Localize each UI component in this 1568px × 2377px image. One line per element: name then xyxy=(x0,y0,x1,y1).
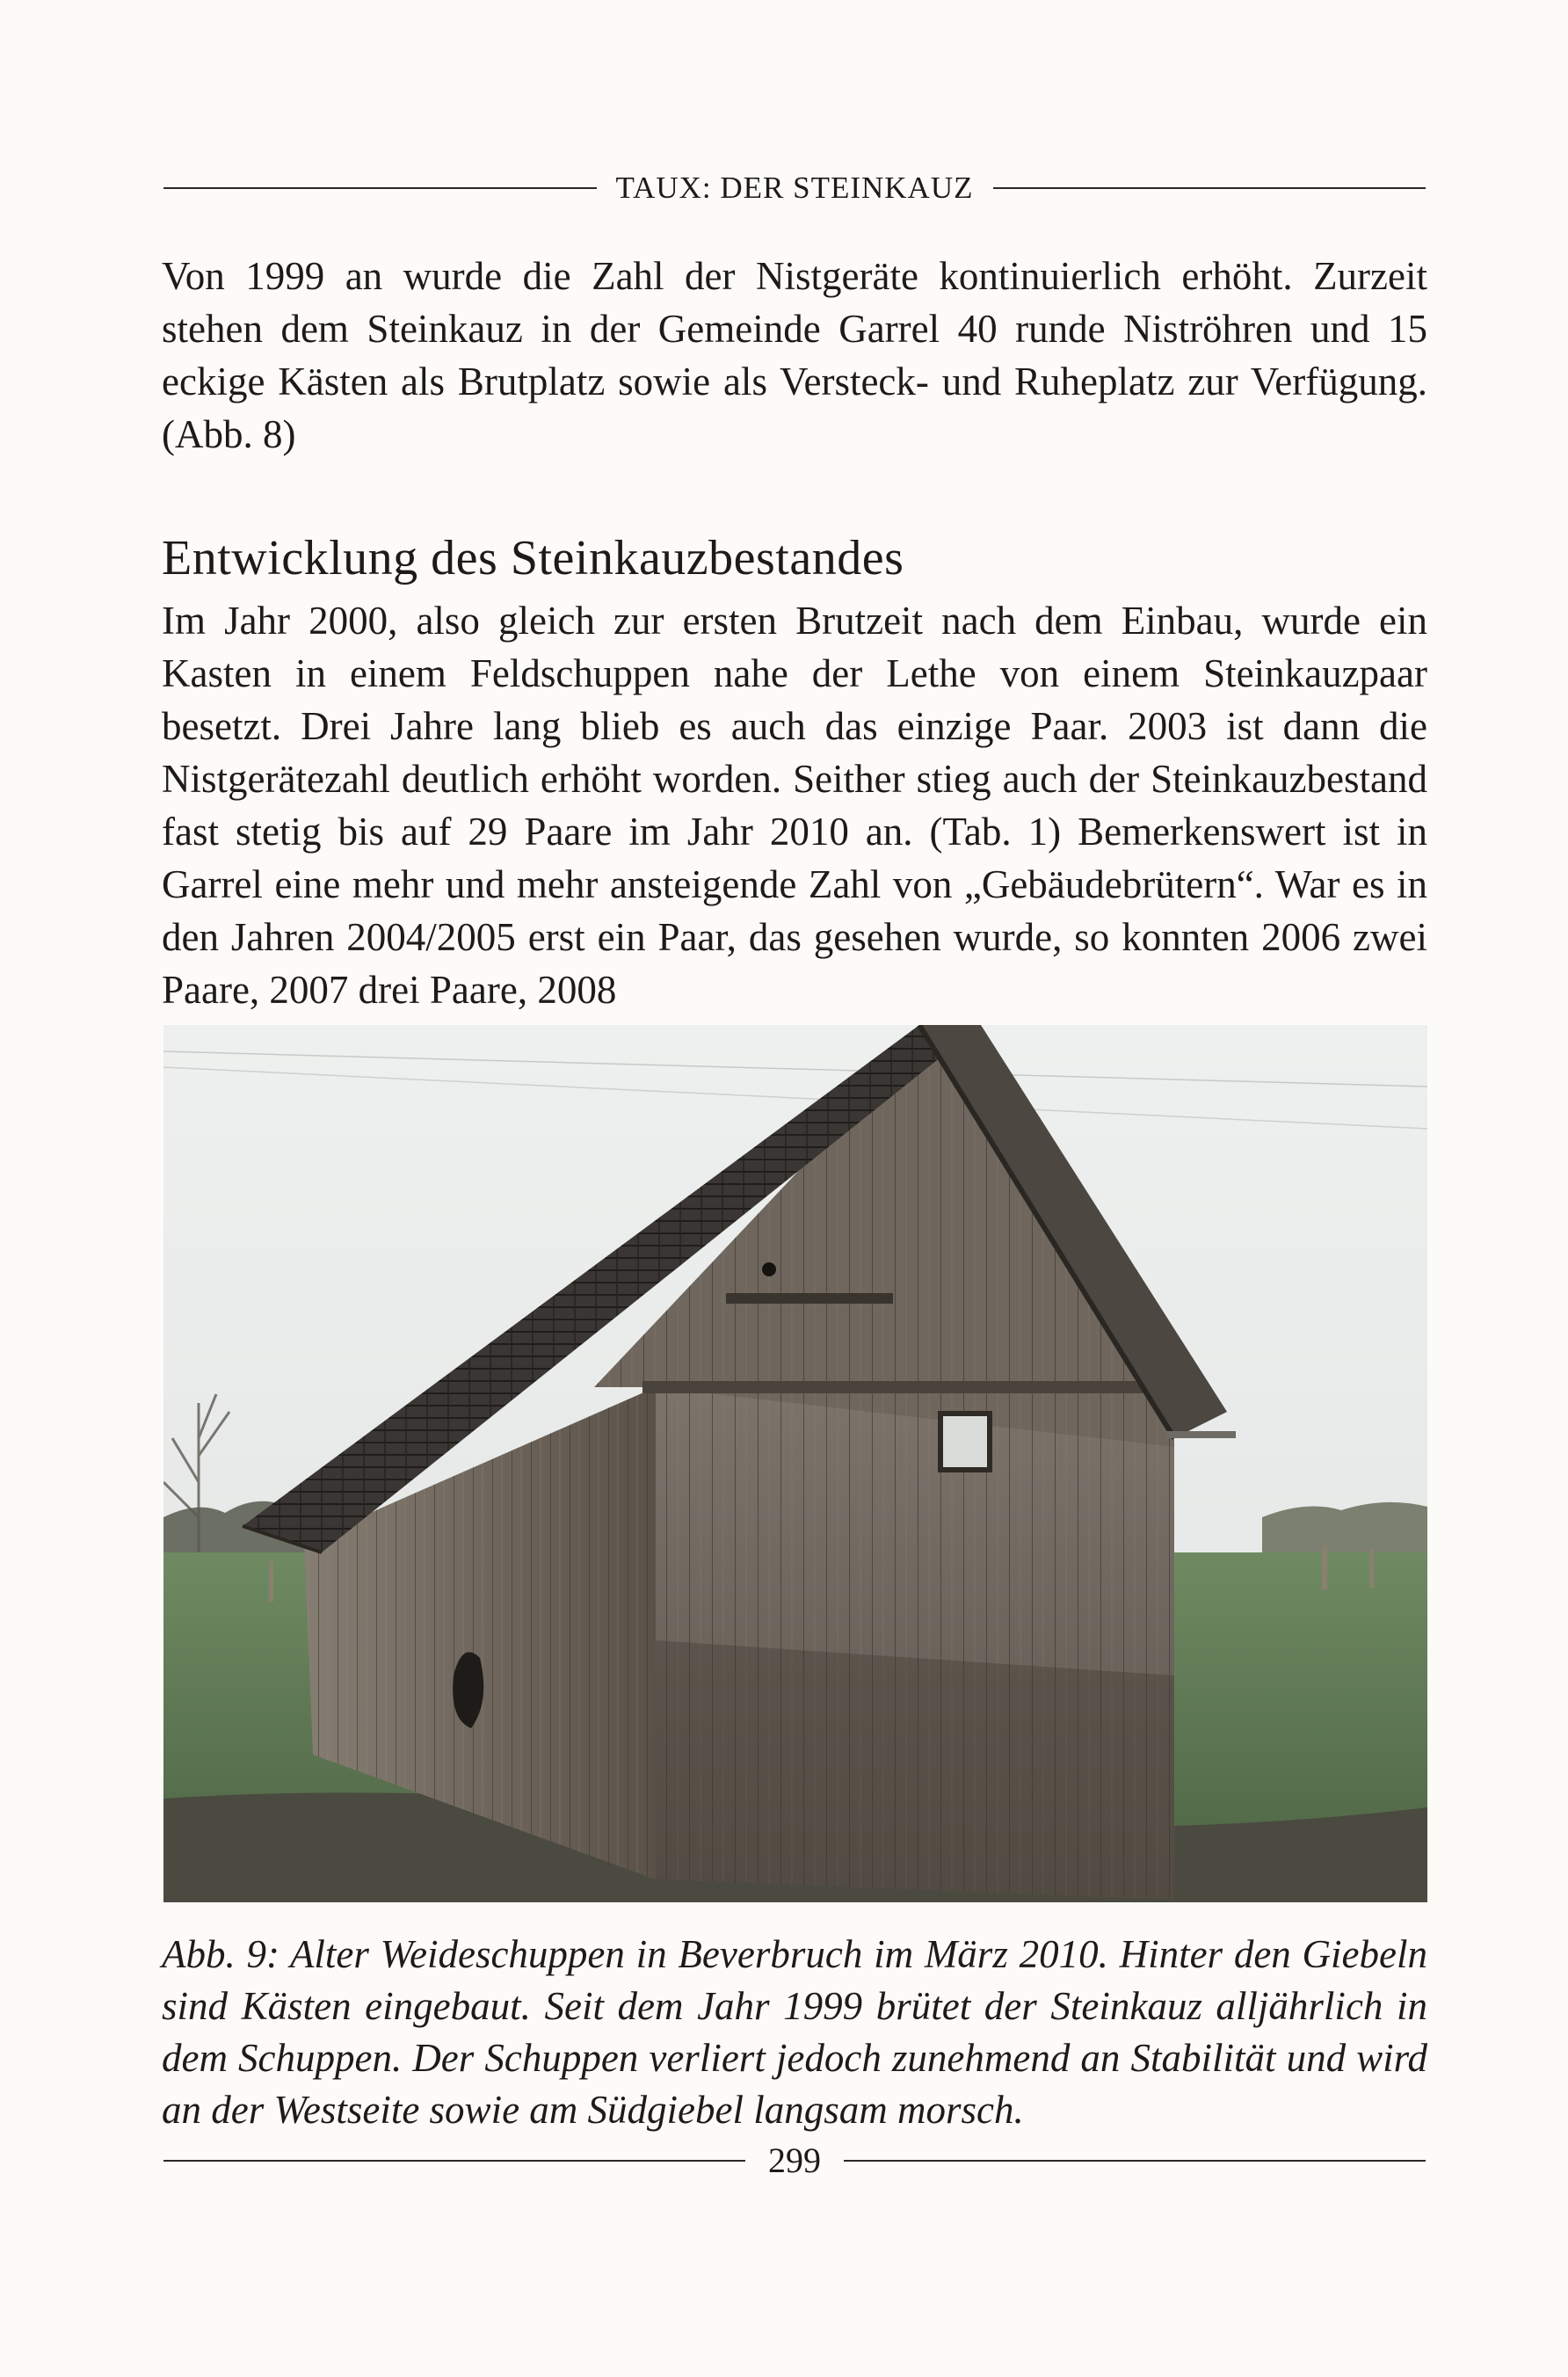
barn-photo xyxy=(163,1025,1427,1902)
running-head-title: TAUX: DER STEINKAUZ xyxy=(615,171,974,205)
footer-rule-right xyxy=(844,2160,1426,2162)
header-rule-right xyxy=(993,187,1426,189)
figure-caption: Abb. 9: Alter Weideschuppen in Beverbruch im März 2010. Hinter den Giebeln sind Kästen eingebaut. Seit dem Jahr 1999 brütet der Steinkauz alljährlich in dem Schuppen. Der Schuppen verliert jedoch zunehmend an Stabilität und wird an der Westseite sowie am Südgiebel langsam morsch. xyxy=(162,1932,1427,2132)
header-rule-left xyxy=(163,187,597,189)
section-heading: Entwicklung des Steinkauzbestandes xyxy=(162,531,904,585)
body-paragraph-1: Von 1999 an wurde die Zahl der Nistgeräte kontinuierlich erhöht. Zurzeit stehen dem Steinkauz in der Gemeinde Garrel 40 runde Niströhren und 15 eckige Kästen als Brutplatz sowie als Versteck- und Ruheplatz zur Verfügung. (Abb. 8) xyxy=(162,254,1427,456)
running-header xyxy=(163,172,1426,203)
page-number: 299 xyxy=(768,2141,821,2180)
page-footer xyxy=(163,2143,1426,2178)
footer-rule-left xyxy=(163,2160,745,2162)
body-paragraph-2: Im Jahr 2000, also gleich zur ersten Brutzeit nach dem Einbau, wurde ein Kasten in einem Feldschuppen nahe der Lethe von einem Steinkauzpaar besetzt. Drei Jahre lang blieb es auch das einzige Paar. 2003 ist dann die Nistgerätezahl deutlich erhöht worden. Seither stieg auch der Steinkauzbestand fast stetig bis auf 29 Paare im Jahr 2010 an. (Tab. 1) Bemerkenswert ist in Garrel eine mehr und mehr ansteigende Zahl von „Gebäudebrütern“. War es in den Jahren 2004/2005 erst ein Paar, das gesehen wurde, so konnten 2006 zwei Paare, 2007 drei Paare, 2008 xyxy=(162,599,1427,1012)
